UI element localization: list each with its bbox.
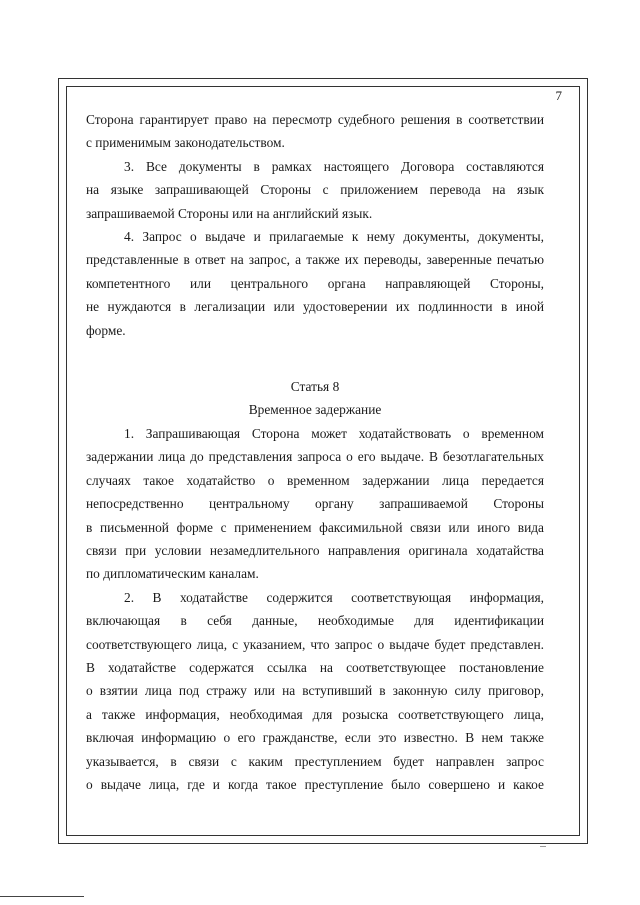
paragraph-1 [86, 108, 544, 155]
article-heading [86, 375, 544, 422]
text-line: с применимым законодательством. [86, 135, 285, 151]
footnote-rule [0, 896, 84, 897]
text-line: о взятии лица под стражу или на вступивший в законную силу приговор, [86, 683, 544, 699]
article-title: Статья 8 [290, 379, 340, 395]
paragraph-2 [86, 155, 544, 225]
text-line: задержании лица до представления запроса о его выдаче. В безотлагательных [86, 449, 544, 465]
article-subtitle: Временное задержание [248, 402, 382, 418]
paragraph-4 [86, 422, 544, 586]
text-line: представленные в ответ на запрос, а также их переводы, заверенные печатью [86, 252, 544, 268]
text-line: не нуждаются в легализации или удостоверении их подлинности в иной [86, 299, 544, 315]
text-line: случаях такое ходатайство о временном задержании лица передается [86, 472, 544, 488]
text-line: форме. [86, 322, 126, 338]
text-line: непосредственно центральному органу запрашиваемой Стороны [86, 496, 544, 512]
page-number: 7 [555, 88, 562, 103]
paragraph-3 [86, 225, 544, 342]
text-line: 1. Запрашивающая Сторона может ходатайствовать о временном [124, 425, 544, 441]
text-line: на языке запрашивающей Стороны с приложением перевода на язык [86, 182, 544, 198]
text-line: запрашиваемой Стороны или на английский язык. [86, 205, 373, 221]
text-line: Сторона гарантирует право на пересмотр судебного решения в соответствии [86, 112, 544, 127]
text-line: по дипломатическим каналам. [86, 566, 259, 582]
text-line: в письменной форме с применением факсимильной связи или иного вида [86, 519, 544, 535]
text-line: соответствующего лица, с указанием, что запрос о выдаче будет представлен. [86, 636, 544, 652]
scan-mark [540, 846, 546, 847]
text-line: включающая в себя данные, необходимые для идентификации [86, 613, 544, 629]
text-line: включая информацию о его гражданстве, если это известно. В нем также [86, 730, 544, 746]
text-line: указывается, в связи с каким преступлением будет направлен запрос [86, 753, 544, 769]
paragraph-5 [86, 586, 544, 797]
spacer [86, 342, 544, 375]
text-line: 2. В ходатайстве содержится соответствующая информация, [124, 589, 544, 605]
text-line: а также информация, необходимая для розыска соответствующего лица, [86, 706, 544, 722]
text-line: связи при условии незамедлительного направления оригинала ходатайства [86, 542, 544, 558]
text-line: 4. Запрос о выдаче и прилагаемые к нему документы, документы, [124, 229, 544, 245]
text-line: В ходатайстве содержатся ссылка на соответствующее постановление [86, 659, 544, 675]
document-body [86, 108, 544, 796]
text-line: о выдаче лица, где и когда такое преступление было совершено и какое [86, 776, 544, 792]
text-line: компетентного или центрального органа направляющей Стороны, [86, 275, 544, 291]
text-line: 3. Все документы в рамках настоящего Договора составляются [124, 158, 544, 174]
